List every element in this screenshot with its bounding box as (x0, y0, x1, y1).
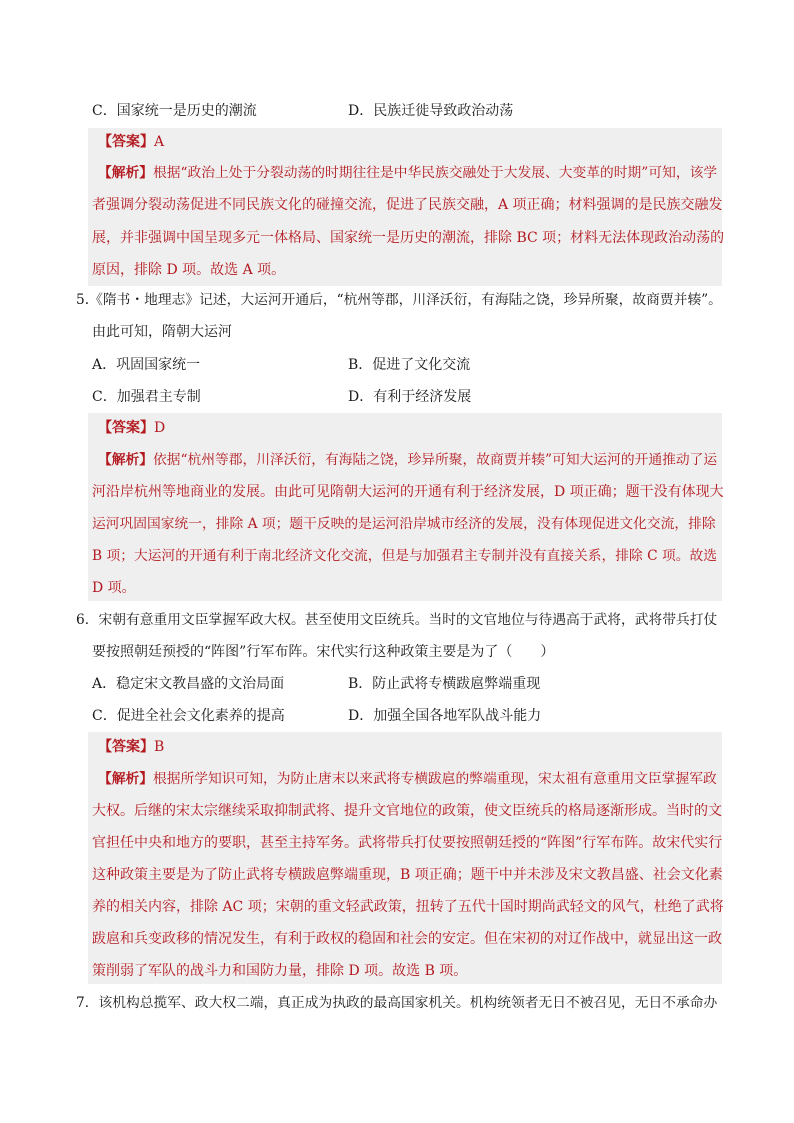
answer-value: B (154, 739, 165, 755)
q6-option-a: A．稳定宋文教昌盛的文治局面 (92, 676, 285, 692)
q6-analysis-line-5: 养的相关内容，排除 AC 项；宋朝的重文轻武政策，扭转了五代十国时期尚武轻文的风气，杜绝了武将 (92, 899, 724, 915)
q4-answer (98, 132, 164, 152)
analysis-tag: 【解析】 (98, 771, 154, 787)
q6-analysis-line-1: 【解析】根据所学知识可知，为防止唐末以来武将专横跋扈的弊端重现，宋太祖有意重用文臣掌握军政 (98, 771, 717, 787)
q6-analysis-line-7: 策削弱了军队的战斗力和国防力量，排除 D 项。故选 B 项。 (92, 963, 468, 979)
q6-analysis-line-3: 官担任中央和地方的要职，甚至主持军务。武将带兵打仗要按照朝廷授的“阵图”行军布阵。故宋代实行 (92, 835, 723, 851)
analysis-tag: 【解析】 (98, 165, 154, 181)
q7-stem-line-1: 7．该机构总揽军、政大权二端，真正成为执政的最高国家机关。机构统领者无日不被召见，无日不承命办 (76, 995, 718, 1011)
q6-analysis-line-4: 这种政策主要是为了防止武将专横跋扈弊端重现，B 项正确；题干中并未涉及宋文教昌盛、社会文化素 (92, 867, 723, 883)
q5-answer (98, 418, 165, 438)
q5-answer-block (88, 413, 722, 601)
q5-stem-line-1: 5.《隋书・地理志》记述，大运河开通后，“杭州等郡，川泽沃衍，有海陆之饶，珍异所聚，故商贾并辏”。 (76, 292, 722, 308)
q4-analysis-line-4: 原因，排除 D 项。故选 A 项。 (92, 262, 286, 278)
answer-tag: 【答案】 (98, 739, 154, 755)
q5-option-c: C．加强君主专制 (92, 389, 201, 405)
q4-option-d: D．民族迁徙导致政治动荡 (348, 103, 514, 119)
q6-option-c: C．促进全社会文化素养的提高 (92, 708, 285, 724)
answer-value: D (154, 420, 166, 436)
q5-analysis-line-3: 运河巩固国家统一，排除 A 项；题干反映的是运河沿岸城市经济的发展，没有体现促进文化交流，排除 (92, 516, 716, 532)
q6-option-d: D．加强全国各地军队战斗能力 (348, 708, 542, 724)
q5-option-a: A．巩固国家统一 (92, 357, 201, 373)
q4-option-c: C．国家统一是历史的潮流 (92, 103, 257, 119)
q6-analysis-line-2: 大权。后继的宋太宗继续采取抑制武将、提升文官地位的政策，使文臣统兵的格局逐渐形成。当时的文 (92, 803, 722, 819)
q6-option-b: B．防止武将专横跋扈弊端重现 (348, 676, 541, 692)
analysis-tag: 【解析】 (98, 452, 154, 468)
q5-analysis-line-1: 【解析】依据“杭州等郡，川泽沃衍，有海陆之饶，珍异所聚，故商贾并辏”可知大运河的开通推动了运 (98, 452, 718, 468)
q5-analysis-line-2: 河沿岸杭州等地商业的发展。由此可见隋朝大运河的开通有利于经济发展，D 项正确；题干没有体现大 (92, 484, 724, 500)
q6-analysis-line-6: 跋扈和兵变政移的情况发生，有利于政权的稳固和社会的安定。但在宋初的对辽作战中，就显出这一政 (92, 931, 722, 947)
q6-stem-line-2: 要按照朝廷预授的“阵图”行军布阵。宋代实行这种政策主要是为了（ ） (92, 644, 555, 660)
q5-option-d: D．有利于经济发展 (348, 389, 472, 405)
answer-tag: 【答案】 (98, 134, 154, 150)
q6-stem-line-1: 6．宋朝有意重用文臣掌握军政大权。甚至使用文臣统兵。当时的文官地位与待遇高于武将，武将带兵打仗 (76, 612, 718, 628)
q5-option-b: B．促进了文化交流 (348, 357, 471, 373)
q4-analysis-line-3: 展，并非强调中国呈现多元一体格局、国家统一是历史的潮流，排除 BC 项；材料无法体现政治动荡的 (92, 230, 725, 246)
answer-tag: 【答案】 (98, 420, 154, 436)
q6-answer (98, 737, 164, 757)
q5-analysis-line-5: D 项。 (92, 580, 136, 596)
q5-stem-line-2: 由此可知，隋朝大运河 (92, 324, 232, 340)
q4-analysis-line-2: 者强调分裂动荡促进不同民族文化的碰撞交流，促进了民族交融，A 项正确；材料强调的是民族交融发 (92, 197, 723, 213)
q4-analysis-line-1: 【解析】根据“政治上处于分裂动荡的时期往往是中华民族交融处于大发展、大变革的时期”可知，该学 (98, 165, 718, 181)
answer-value: A (154, 134, 165, 150)
q5-analysis-line-4: B 项；大运河的开通有利于南北经济文化交流，但是与加强君主专制并没有直接关系，排除 C 项。故选 (92, 548, 717, 564)
